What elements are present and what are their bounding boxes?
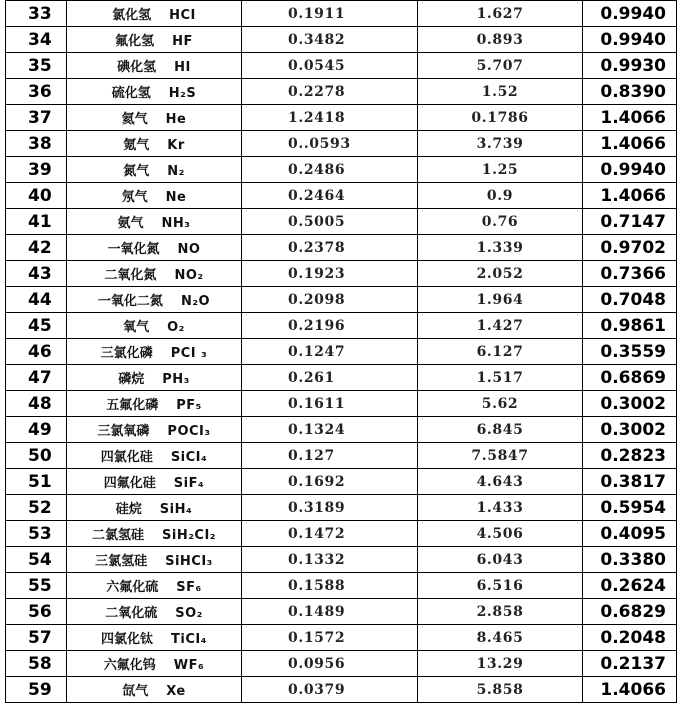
value-1-cell: 0.1324 — [242, 417, 418, 443]
value-1-cell: 0.1332 — [242, 547, 418, 573]
value-2-cell: 13.29 — [418, 651, 583, 677]
row-index: 50 — [6, 443, 67, 469]
row-index: 52 — [6, 495, 67, 521]
gas-chinese-name: 氖气 — [121, 190, 148, 205]
table-row — [6, 105, 677, 131]
value-3-cell: 0.7147 — [583, 209, 677, 235]
table-row — [6, 313, 677, 339]
value-2-cell: 2.858 — [418, 599, 583, 625]
gas-name-cell — [67, 27, 242, 53]
row-index: 57 — [6, 625, 67, 651]
table-row — [6, 391, 677, 417]
value-2-cell: 5.858 — [418, 677, 583, 703]
gas-formula: Xe — [166, 684, 186, 699]
value-1-cell: 0.0379 — [242, 677, 418, 703]
value-1-cell: 0.3482 — [242, 27, 418, 53]
gas-formula: He — [165, 112, 187, 127]
gas-formula: SiH₂CI₂ — [162, 528, 216, 543]
row-index: 43 — [6, 261, 67, 287]
row-index: 48 — [6, 391, 67, 417]
value-1-cell: 0.1588 — [242, 573, 418, 599]
gas-table-container — [5, 0, 677, 703]
value-2-cell: 1.52 — [418, 79, 583, 105]
gas-formula: SiF₄ — [173, 476, 205, 491]
gas-chinese-name: 三氯化磷 — [100, 346, 153, 361]
gas-name-cell — [67, 521, 242, 547]
table-row — [6, 443, 677, 469]
table-row — [6, 79, 677, 105]
gas-chinese-name: 三氯氧磷 — [97, 424, 150, 439]
gas-chinese-name: 二氧化氮 — [104, 268, 157, 283]
value-2-cell: 0.893 — [418, 27, 583, 53]
gas-chinese-name: 氟化氢 — [115, 34, 155, 49]
value-1-cell: 0.2486 — [242, 157, 418, 183]
gas-chinese-name: 二氯氢硅 — [92, 528, 145, 543]
gas-name-cell — [67, 79, 242, 105]
table-row — [6, 1, 677, 27]
value-1-cell: 0.0956 — [242, 651, 418, 677]
value-2-cell: 2.052 — [418, 261, 583, 287]
row-index: 58 — [6, 651, 67, 677]
row-index: 44 — [6, 287, 67, 313]
value-1-cell: 0.2378 — [242, 235, 418, 261]
gas-formula: SO₂ — [175, 606, 203, 621]
gas-name-cell — [67, 131, 242, 157]
value-3-cell: 0.3380 — [583, 547, 677, 573]
gas-formula: N₂O — [180, 294, 211, 309]
value-2-cell: 4.643 — [418, 469, 583, 495]
gas-name-cell — [67, 677, 242, 703]
gas-chinese-name: 六氟化钨 — [103, 658, 156, 673]
value-1-cell: 0..0593 — [242, 131, 418, 157]
value-2-cell: 1.25 — [418, 157, 583, 183]
row-index: 34 — [6, 27, 67, 53]
gas-formula: SiH₄ — [159, 502, 193, 517]
table-row — [6, 547, 677, 573]
value-3-cell: 0.3559 — [583, 339, 677, 365]
gas-name-cell — [67, 625, 242, 651]
row-index: 33 — [6, 1, 67, 27]
table-row — [6, 261, 677, 287]
gas-formula: O₂ — [167, 320, 185, 335]
gas-name-cell — [67, 287, 242, 313]
value-2-cell: 4.506 — [418, 521, 583, 547]
value-3-cell: 0.9702 — [583, 235, 677, 261]
row-index: 54 — [6, 547, 67, 573]
value-3-cell: 0.8390 — [583, 79, 677, 105]
table-row — [6, 53, 677, 79]
table-row — [6, 599, 677, 625]
row-index: 53 — [6, 521, 67, 547]
gas-chinese-name: 氙气 — [122, 684, 149, 699]
gas-name-cell — [67, 651, 242, 677]
gas-chinese-name: 五氟化磷 — [106, 398, 159, 413]
value-3-cell: 0.9940 — [583, 27, 677, 53]
value-3-cell: 0.7366 — [583, 261, 677, 287]
value-2-cell: 8.465 — [418, 625, 583, 651]
row-index: 45 — [6, 313, 67, 339]
gas-chinese-name: 氯化氢 — [112, 8, 152, 23]
gas-chinese-name: 六氟化硫 — [106, 580, 159, 595]
value-1-cell: 0.1489 — [242, 599, 418, 625]
row-index: 35 — [6, 53, 67, 79]
value-3-cell: 1.4066 — [583, 677, 677, 703]
value-3-cell: 0.9940 — [583, 1, 677, 27]
gas-formula: NH₃ — [161, 216, 191, 231]
value-3-cell: 0.2624 — [583, 573, 677, 599]
value-3-cell: 0.7048 — [583, 287, 677, 313]
table-row — [6, 677, 677, 703]
value-1-cell: 0.127 — [242, 443, 418, 469]
gas-name-cell — [67, 183, 242, 209]
gas-chinese-name: 磷烷 — [118, 372, 145, 387]
gas-formula: HF — [172, 34, 193, 49]
gas-formula: TiCI₄ — [171, 632, 207, 647]
value-1-cell: 0.1472 — [242, 521, 418, 547]
gas-formula: PF₅ — [176, 398, 202, 413]
value-1-cell: 0.3189 — [242, 495, 418, 521]
value-2-cell: 0.1786 — [418, 105, 583, 131]
gas-chinese-name: 碘化氢 — [117, 60, 157, 75]
value-2-cell: 6.516 — [418, 573, 583, 599]
value-2-cell: 5.707 — [418, 53, 583, 79]
value-3-cell: 0.3817 — [583, 469, 677, 495]
value-1-cell: 0.5005 — [242, 209, 418, 235]
value-3-cell: 0.4095 — [583, 521, 677, 547]
gas-name-cell — [67, 365, 242, 391]
value-1-cell: 0.0545 — [242, 53, 418, 79]
value-2-cell: 7.5847 — [418, 443, 583, 469]
value-2-cell: 1.627 — [418, 1, 583, 27]
value-3-cell: 0.3002 — [583, 417, 677, 443]
value-2-cell: 0.76 — [418, 209, 583, 235]
gas-formula: Ne — [165, 190, 187, 205]
value-3-cell: 0.9940 — [583, 157, 677, 183]
gas-formula: SiHCI₃ — [165, 554, 213, 569]
table-row — [6, 287, 677, 313]
gas-formula: HCI — [169, 8, 196, 23]
row-index: 51 — [6, 469, 67, 495]
value-2-cell: 0.9 — [418, 183, 583, 209]
row-index: 40 — [6, 183, 67, 209]
gas-name-cell — [67, 105, 242, 131]
value-2-cell: 1.427 — [418, 313, 583, 339]
row-index: 36 — [6, 79, 67, 105]
value-2-cell: 6.127 — [418, 339, 583, 365]
gas-name-cell — [67, 495, 242, 521]
gas-formula: Kr — [167, 138, 185, 153]
value-1-cell: 0.2098 — [242, 287, 418, 313]
gas-chinese-name: 氮气 — [123, 164, 150, 179]
gas-chinese-name: 四氯化硅 — [100, 450, 153, 465]
gas-chinese-name: 四氟化硅 — [103, 476, 156, 491]
value-3-cell: 0.2137 — [583, 651, 677, 677]
gas-name-cell — [67, 391, 242, 417]
gas-chinese-name: 四氯化钛 — [101, 632, 154, 647]
value-2-cell: 5.62 — [418, 391, 583, 417]
gas-name-cell — [67, 235, 242, 261]
gas-chinese-name: 一氧化二氮 — [97, 294, 163, 309]
gas-name-cell — [67, 547, 242, 573]
row-index: 38 — [6, 131, 67, 157]
gas-name-cell — [67, 599, 242, 625]
table-row — [6, 27, 677, 53]
value-2-cell: 6.845 — [418, 417, 583, 443]
gas-formula: PCI ₃ — [170, 346, 208, 361]
value-1-cell: 0.1692 — [242, 469, 418, 495]
gas-name-cell — [67, 261, 242, 287]
gas-formula: N₂ — [167, 164, 185, 179]
value-3-cell: 0.6869 — [583, 365, 677, 391]
gas-name-cell — [67, 417, 242, 443]
table-row — [6, 183, 677, 209]
gas-properties-table — [5, 0, 677, 703]
gas-formula: WF₆ — [173, 658, 205, 673]
row-index: 37 — [6, 105, 67, 131]
row-index: 39 — [6, 157, 67, 183]
value-1-cell: 0.1247 — [242, 339, 418, 365]
value-1-cell: 1.2418 — [242, 105, 418, 131]
table-row — [6, 469, 677, 495]
table-row — [6, 365, 677, 391]
table-row — [6, 625, 677, 651]
table-row — [6, 651, 677, 677]
gas-formula: POCI₃ — [167, 424, 211, 439]
value-3-cell: 0.3002 — [583, 391, 677, 417]
value-3-cell: 1.4066 — [583, 131, 677, 157]
value-1-cell: 0.2196 — [242, 313, 418, 339]
value-1-cell: 0.1911 — [242, 1, 418, 27]
value-3-cell: 0.9861 — [583, 313, 677, 339]
table-row — [6, 417, 677, 443]
gas-formula: NO — [177, 242, 201, 257]
table-row — [6, 573, 677, 599]
value-2-cell: 1.339 — [418, 235, 583, 261]
gas-chinese-name: 氪气 — [123, 138, 150, 153]
table-row — [6, 131, 677, 157]
value-2-cell: 1.433 — [418, 495, 583, 521]
gas-name-cell — [67, 157, 242, 183]
row-index: 46 — [6, 339, 67, 365]
gas-chinese-name: 硅烷 — [115, 502, 142, 517]
row-index: 42 — [6, 235, 67, 261]
value-3-cell: 0.9930 — [583, 53, 677, 79]
gas-chinese-name: 三氯氢硅 — [95, 554, 148, 569]
value-1-cell: 0.261 — [242, 365, 418, 391]
value-1-cell: 0.1923 — [242, 261, 418, 287]
table-row — [6, 209, 677, 235]
value-1-cell: 0.2278 — [242, 79, 418, 105]
value-2-cell: 3.739 — [418, 131, 583, 157]
table-row — [6, 235, 677, 261]
row-index: 47 — [6, 365, 67, 391]
gas-formula: PH₃ — [162, 372, 190, 387]
value-1-cell: 0.2464 — [242, 183, 418, 209]
gas-name-cell — [67, 1, 242, 27]
gas-formula: HI — [174, 60, 191, 75]
gas-formula: SiCI₄ — [170, 450, 208, 465]
value-3-cell: 1.4066 — [583, 183, 677, 209]
value-2-cell: 1.964 — [418, 287, 583, 313]
gas-chinese-name: 氧气 — [123, 320, 150, 335]
gas-formula: SF₆ — [176, 580, 202, 595]
gas-chinese-name: 二氧化硫 — [105, 606, 158, 621]
gas-name-cell — [67, 443, 242, 469]
row-index: 49 — [6, 417, 67, 443]
gas-chinese-name: 氨气 — [117, 216, 144, 231]
row-index: 41 — [6, 209, 67, 235]
row-index: 55 — [6, 573, 67, 599]
value-3-cell: 0.2823 — [583, 443, 677, 469]
gas-name-cell — [67, 469, 242, 495]
value-3-cell: 1.4066 — [583, 105, 677, 131]
value-2-cell: 6.043 — [418, 547, 583, 573]
gas-formula: H₂S — [168, 86, 197, 101]
gas-formula: NO₂ — [174, 268, 204, 283]
gas-chinese-name: 一氧化氮 — [107, 242, 160, 257]
table-row — [6, 495, 677, 521]
gas-name-cell — [67, 313, 242, 339]
value-3-cell: 0.5954 — [583, 495, 677, 521]
value-3-cell: 0.6829 — [583, 599, 677, 625]
row-index: 59 — [6, 677, 67, 703]
gas-name-cell — [67, 339, 242, 365]
row-index: 56 — [6, 599, 67, 625]
value-1-cell: 0.1572 — [242, 625, 418, 651]
gas-name-cell — [67, 573, 242, 599]
table-row — [6, 339, 677, 365]
gas-chinese-name: 硫化氢 — [111, 86, 151, 101]
value-1-cell: 0.1611 — [242, 391, 418, 417]
value-2-cell: 1.517 — [418, 365, 583, 391]
gas-chinese-name: 氦气 — [121, 112, 148, 127]
gas-name-cell — [67, 53, 242, 79]
gas-name-cell — [67, 209, 242, 235]
table-body — [6, 1, 677, 703]
table-row — [6, 521, 677, 547]
value-3-cell: 0.2048 — [583, 625, 677, 651]
table-row — [6, 157, 677, 183]
